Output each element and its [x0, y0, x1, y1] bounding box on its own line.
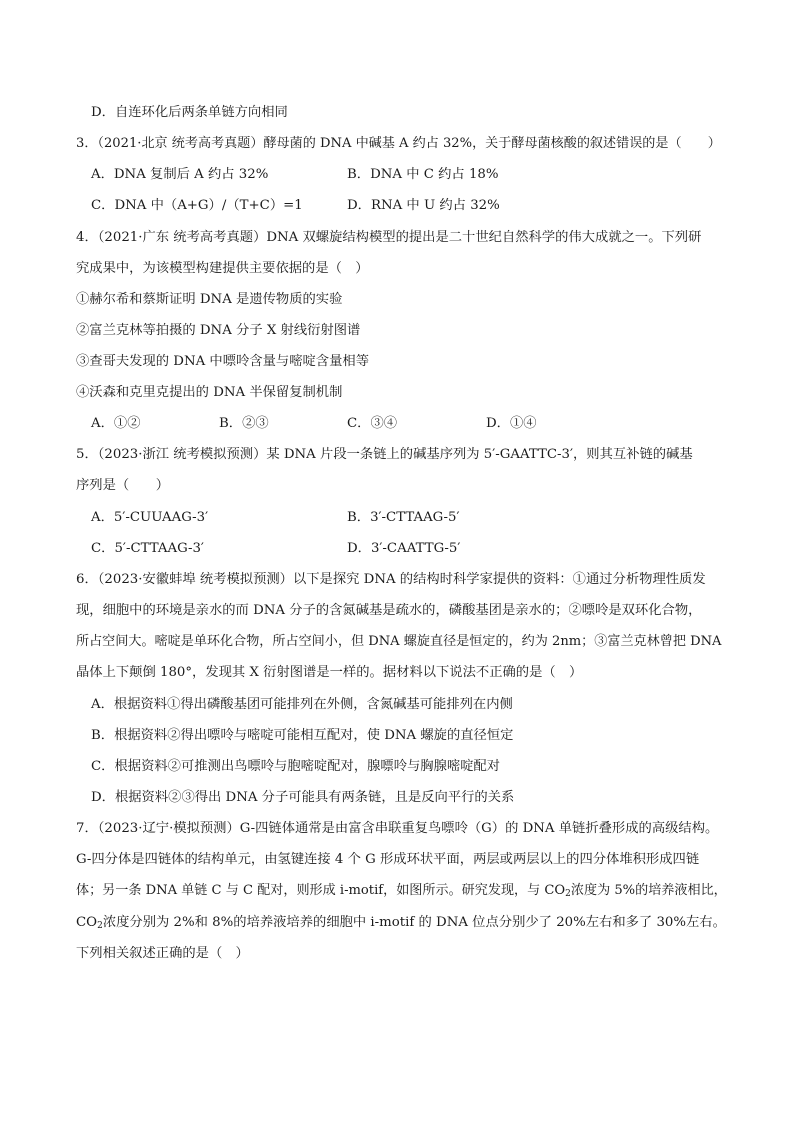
q7-line3-subscript: 2: [565, 889, 571, 899]
q4-option-c: C．③④: [347, 416, 398, 431]
q4-option-a: A．①②: [91, 416, 141, 431]
q6-option-b: B．根据资料②得出嘌呤与嘧啶可能相互配对，使 DNA 螺旋的直径恒定: [91, 728, 514, 743]
q3-option-a: A．DNA 复制后 A 约占 32%: [91, 167, 269, 182]
q6-stem-line3: 所占空间大。嘧啶是单环化合物，所占空间小，但 DNA 螺旋直径是恒定的，约为 2nm；③富兰克林曾把 DNA: [76, 634, 722, 649]
q5-option-c: C．5′-CTTAAG-3′: [91, 541, 204, 556]
q7-stem-line2: G-四分体是四链体的结构单元，由氢键连接 4 个 G 形成环状平面，两层或两层以上的四分体堆积形成四链: [76, 852, 700, 867]
q7-line3-text: 体；另一条 DNA 单链 C 与 C 配对，则形成 i-motif，如图所示。研究发现，与 CO: [76, 883, 566, 898]
q6-stem-line4: 晶体上下颠倒 180°，发现其 X 衍射图谱是一样的。据材料以下说法不正确的是（ ）: [76, 665, 583, 680]
q6-stem-line1: 6．（2023·安徽蚌埠 统考模拟预测）以下是探究 DNA 的结构时科学家提供的资料：①通过分析物理性质发: [76, 572, 706, 587]
q5-option-b: B．3′-CTTAAG-5′: [347, 510, 460, 525]
q4-option-b: B．②③: [219, 416, 269, 431]
q3-option-b: B．DNA 中 C 约占 18%: [347, 167, 499, 182]
q7-stem-line4: [76, 914, 726, 932]
q5-stem-line1: 5．（2023·浙江 统考模拟预测）某 DNA 片段一条链上的碱基序列为 5′-GAATTC-3′，则其互补链的碱基: [76, 447, 693, 462]
q6-option-c: C．根据资料②可推测出鸟嘌呤与胞嘧啶配对，腺嘌呤与胸腺嘧啶配对: [91, 759, 501, 774]
q6-option-d: D．根据资料②③得出 DNA 分子可能具有两条链，且是反向平行的关系: [91, 790, 515, 805]
q5-stem-line2: 序列是（ ）: [76, 478, 170, 493]
q6-option-a: A．根据资料①得出磷酸基团可能排列在外侧，含氮碱基可能排列在内侧: [91, 697, 513, 712]
q2-option-d: D．自连环化后两条单链方向相同: [91, 105, 288, 120]
q4-item-2: ②富兰克林等拍摄的 DNA 分子 X 射线衍射图谱: [76, 323, 361, 338]
q7-stem-line1: 7．（2023·辽宁·模拟预测）G-四链体通常是由富含串联重复鸟嘌呤（G）的 DNA 单链折叠形成的高级结构。: [76, 821, 719, 836]
q7-line4-text: 浓度分别为 2%和 8%的培养液培养的细胞中 i-motif 的 DNA 位点分别少了 20%左右和多了 30%左右。: [102, 915, 726, 930]
q3-option-d: D．RNA 中 U 约占 32%: [347, 198, 500, 213]
q4-item-1: ①赫尔希和蔡斯证明 DNA 是遗传物质的实验: [76, 292, 343, 307]
q5-option-a: A．5′-CUUAAG-3′: [91, 510, 209, 525]
q7-line4-subscript: 2: [97, 921, 103, 931]
q4-stem-line1: 4．（2021·广东 统考高考真题）DNA 双螺旋结构模型的提出是二十世纪自然科学的伟大成就之一。下列研: [76, 230, 702, 245]
q7-line4-head: CO: [76, 915, 98, 930]
q4-option-d: D．①④: [486, 416, 537, 431]
q3-option-c: C．DNA 中（A+G）/（T+C）=1: [91, 198, 303, 213]
q4-stem-line2: 究成果中，为该模型构建提供主要依据的是（ ）: [76, 261, 369, 276]
q5-option-d: D．3′-CAATTG-5′: [347, 541, 461, 556]
q7-stem-line3: [76, 882, 727, 900]
q6-stem-line2: 现，细胞中的环境是亲水的而 DNA 分子的含氮碱基是疏水的，磷酸基团是亲水的；②嘌呤是双环化合物，: [76, 603, 702, 618]
q7-line3-tail: 浓度为 5%的培养液相比，: [570, 883, 727, 898]
q4-item-4: ④沃森和克里克提出的 DNA 半保留复制机制: [76, 385, 343, 400]
q3-stem: 3．（2021·北京 统考高考真题）酵母菌的 DNA 中碱基 A 约占 32%，关于酵母菌核酸的叙述错误的是（ ）: [76, 136, 721, 151]
q4-item-3: ③查哥夫发现的 DNA 中嘌呤含量与嘧啶含量相等: [76, 354, 369, 369]
q7-stem-line5: 下列相关叙述正确的是（ ）: [76, 946, 249, 961]
